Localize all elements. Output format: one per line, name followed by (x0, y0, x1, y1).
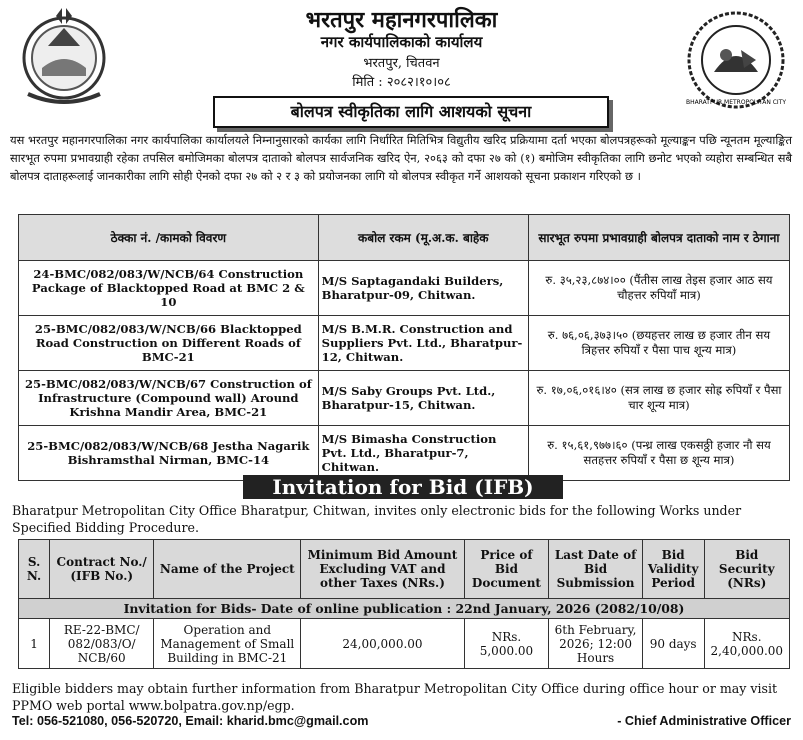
bidder-cell: M/S B.M.R. Construction and Suppliers Pvt. Ltd., Bharatpur-12, Chitwan. (318, 316, 528, 371)
contract-cell: RE-22-BMC/ 082/083/O/ NCB/60 (50, 619, 154, 669)
ifb-title: Invitation for Bid (IFB) (243, 475, 563, 499)
ifb-header-validity: Bid Validity Period (642, 540, 704, 599)
validity-cell: 90 days (642, 619, 704, 669)
ifb-header-amount: Minimum Bid Amount Excluding VAT and other Taxes (NRs.) (301, 540, 464, 599)
table-row (19, 316, 790, 371)
ifb-publication-band: Invitation for Bids- Date of online publication : 22nd January, 2026 (2082/10/08) (19, 599, 790, 619)
amount-cell: रु. ७६,०६,३७३।५० (छयहत्तर लाख छ हजार तीन सय त्रिहत्तर रुपियाँ र पैसा पाच शून्य मात्र) (528, 316, 789, 371)
ifb-header-price: Price of Bid Document (464, 540, 549, 599)
contract-cell: 24-BMC/082/083/W/NCB/64 Construction Package of Blacktopped Road at BMC 2 & 10 (19, 261, 319, 316)
amount-cell: रु. ३५,२३,८७४।०० (पैंतीस लाख तेइस हजार आठ सय चौहत्तर रुपियाँ मात्र) (528, 261, 789, 316)
amount-cell: रु. १५,६१,९७७।६० (पन्ध्र लाख एकसठ्ठी हजार नौ सय सतहत्तर रुपियाँ र पैसा छ शून्य मात्र) (528, 426, 789, 481)
ifb-header-security: Bid Security (NRs) (704, 540, 789, 599)
contract-cell: 25-BMC/082/083/W/NCB/68 Jestha Nagarik Bishramsthal Nirman, BMC-14 (19, 426, 319, 481)
loi-header-contract: ठेक्का नं. /कामको विवरण (19, 215, 319, 261)
org-name: भरतपुर महानगरपालिका (305, 7, 498, 33)
sn-cell: 1 (19, 619, 50, 669)
bid-amount-cell: 24,00,000.00 (301, 619, 464, 669)
amount-cell: रु. १७,०६,०१६।४० (सत्र लाख छ हजार सोह्र रुपियाँ र पैसा चार शून्य मात्र) (528, 371, 789, 426)
ifb-header-contract: Contract No./ (IFB No.) (50, 540, 154, 599)
ifb-header-date: Last Date of Bid Submission (549, 540, 642, 599)
seal-text: BHARATPUR METROPOLITAN CITY (686, 99, 786, 106)
security-cell: NRs. 2,40,000.00 (704, 619, 789, 669)
ifb-header-project: Name of the Project (154, 540, 301, 599)
table-row (19, 371, 790, 426)
contact-info: Tel: 056-521080, 056-520720, Email: kharid.bmc@gmail.com (12, 714, 369, 728)
table-row (19, 619, 790, 669)
ifb-note: Eligible bidders may obtain further information from Bharatpur Metropolitan City Office during office hour or may visit PPMO web portal www.bolpatra.gov.np/egp. (12, 681, 778, 713)
bidder-cell: M/S Saby Groups Pvt. Ltd., Bharatpur-15, Chitwan. (318, 371, 528, 426)
table-row (19, 426, 790, 481)
ifb-header-sn: S. N. (19, 540, 50, 599)
office-name: नगर कार्यपालिकाको कार्यालय (320, 33, 483, 51)
ifb-intro: Bharatpur Metropolitan City Office Bharatpur, Chitwan, invites only electronic bids for the following Works under Specified Bidding Procedure. (12, 503, 742, 535)
signatory: - Chief Administrative Officer (617, 714, 791, 728)
contract-cell: 25-BMC/082/083/W/NCB/66 Blacktopped Road Construction on Different Roads of BMC-21 (19, 316, 319, 371)
loi-header-amount: कबोल रकम (मू.अ.क. बाहेक (318, 215, 528, 261)
last-date-cell: 6th February, 2026; 12:00 Hours (549, 619, 642, 669)
bidder-cell: M/S Bimasha Construction Pvt. Ltd., Bharatpur-7, Chitwan. (318, 426, 528, 481)
contract-cell: 25-BMC/082/083/W/NCB/67 Construction of Infrastructure (Compound wall) Around Krishna Mandir Area, BMC-21 (19, 371, 319, 426)
bidder-cell: M/S Saptagandaki Builders, Bharatpur-09, Chitwan. (318, 261, 528, 316)
loi-table (18, 214, 790, 481)
table-row (19, 261, 790, 316)
loi-header-bidder: सारभूत रुपमा प्रभावग्राही बोलपत्र दाताको नाम र ठेगाना (528, 215, 789, 261)
price-cell: NRs. 5,000.00 (464, 619, 549, 669)
ifb-table (18, 539, 790, 669)
notice-date: मिति : २०८२।१०।०८ (352, 75, 451, 90)
office-address: भरतपुर, चितवन (363, 56, 440, 71)
notice-title: बोलपत्र स्वीकृतिका लागि आशयको सूचना (213, 96, 609, 128)
intro-paragraph: यस भरतपुर महानगरपालिका नगर कार्यपालिका कार्यालयले निम्नानुसारको कार्यका लागि निर्धारित मितिभित्र विद्युतीय खरिद प्रक्रियामा दर्ता भएका बोलपत्रहरूको मूल्याङ्कन पछि न्यूनतम मूल्याङ्कित सारभूत रुपमा प्रभावग्राही रहेका तपसिल बमोजिमका बोलपत्र दाताको बोलपत्र सार्वजनिक खरिद ऐन, २०६३ को दफा २७ को (१) बमोजिम स्वीकृतिका लागि छनोट भएको व्यहोरा सम्बन्धित सबै बोलपत्र दाताहरूलाई जानकारीका लागि सोही ऐनको दफा २७ को २ र ३ को प्रयोजनका लागि यो बोलपत्र स्वीकृत गर्ने आशयको सूचना प्रकाशन गरिएको छ । (10, 133, 792, 183)
project-cell: Operation and Management of Small Building in BMC-21 (154, 619, 301, 669)
